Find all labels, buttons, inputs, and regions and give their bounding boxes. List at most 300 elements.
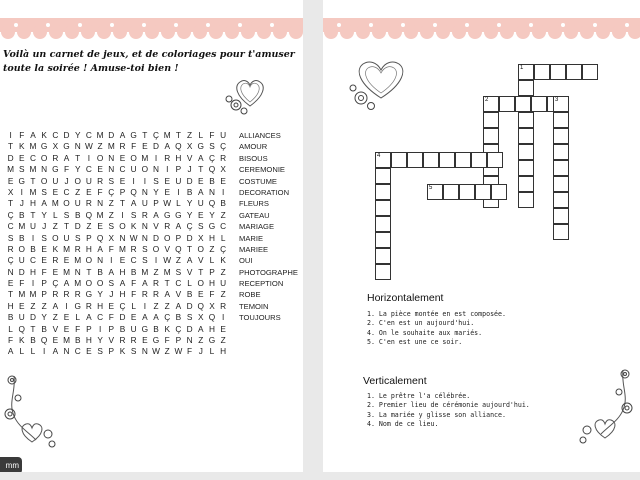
grid-letter: I [166, 164, 169, 175]
grid-row [5, 346, 229, 357]
grid-letter: E [142, 141, 148, 152]
crossword-cell[interactable] [487, 152, 503, 168]
grid-letter: F [19, 278, 25, 289]
grid-letter: S [130, 346, 137, 357]
crossword-cell[interactable] [499, 96, 515, 112]
grid-letter: Ç [7, 255, 14, 266]
grid-letter: C [52, 130, 59, 140]
grid-letter: H [175, 152, 182, 163]
crossword-cell[interactable] [518, 160, 534, 176]
crossword-cell[interactable] [518, 128, 534, 144]
grid-letter: T [30, 323, 36, 334]
grid-letter: D [108, 130, 115, 140]
grid-letter: X [108, 232, 115, 243]
word-search-grid [5, 130, 229, 358]
grid-letter: R [141, 209, 148, 220]
grid-letter: Z [108, 198, 114, 209]
grid-letter: V [198, 255, 204, 266]
grid-letter: I [222, 186, 225, 197]
grid-letter: R [74, 289, 81, 300]
crossword-cell[interactable] [375, 264, 391, 280]
grid-letter: N [186, 335, 193, 346]
grid-letter: Z [209, 243, 215, 254]
grid-letter: E [220, 323, 226, 334]
grid-letter: H [29, 266, 36, 277]
grid-letter: S [142, 255, 148, 266]
lace-border [0, 18, 303, 44]
grid-letter: D [74, 221, 81, 232]
grid-letter: A [164, 289, 170, 300]
grid-letter: E [97, 221, 103, 232]
grid-letter: Z [86, 221, 92, 232]
floral-corner-icon [569, 366, 635, 446]
word-list-item: MARIEE [239, 244, 269, 254]
grid-letter: V [175, 289, 182, 300]
grid-row [5, 267, 229, 278]
grid-letter: E [52, 335, 59, 346]
grid-letter: B [7, 312, 14, 323]
grid-letter: M [18, 289, 26, 300]
crossword-cell[interactable] [375, 200, 391, 216]
grid-letter: M [51, 198, 59, 209]
grid-letter: G [208, 221, 216, 232]
grid-letter: I [222, 312, 225, 323]
grid-letter: F [131, 141, 137, 152]
grid-letter: P [153, 198, 159, 209]
crossword-cell[interactable] [534, 64, 550, 80]
grid-letter: B [220, 198, 226, 209]
grid-letter: R [85, 198, 92, 209]
grid-letter: R [130, 243, 137, 254]
crossword-number: 2 [485, 97, 489, 103]
grid-letter: X [220, 164, 226, 175]
grid-letter: G [163, 209, 171, 220]
grid-letter: N [41, 164, 48, 175]
grid-row [5, 301, 229, 312]
grid-letter: W [163, 198, 172, 209]
grid-letter: F [8, 335, 14, 346]
grid-letter: C [7, 221, 14, 232]
grid-letter: O [197, 278, 205, 289]
grid-letter: B [130, 266, 137, 277]
grid-letter: P [119, 186, 126, 197]
grid-letter: E [52, 266, 59, 277]
grid-letter: Q [208, 164, 216, 175]
grid-letter: Q [175, 141, 182, 152]
crossword-number: 3 [555, 97, 559, 103]
grid-letter: Y [74, 164, 81, 175]
grid-letter: A [52, 300, 59, 311]
grid-letter: S [175, 266, 182, 277]
grid-letter: Z [97, 141, 103, 152]
word-list-item: ROBE [239, 290, 261, 300]
grid-letter: O [85, 255, 93, 266]
zoom-chip[interactable]: mm [0, 457, 22, 472]
grid-row [5, 176, 229, 187]
vertical-clues [367, 392, 530, 429]
grid-letter: Y [97, 289, 103, 300]
grid-letter: U [63, 232, 70, 243]
word-list [239, 130, 298, 324]
grid-letter: D [186, 175, 193, 186]
grid-row [5, 233, 229, 244]
grid-letter: W [174, 346, 183, 357]
grid-letter: N [63, 346, 70, 357]
grid-letter: K [52, 243, 59, 254]
grid-letter: X [209, 300, 215, 311]
crossword-cell[interactable] [375, 184, 391, 200]
grid-letter: B [41, 323, 47, 334]
grid-letter: T [187, 243, 193, 254]
grid-letter: H [208, 232, 215, 243]
grid-letter: I [121, 209, 124, 220]
grid-letter: T [8, 141, 14, 152]
crossword-cell[interactable] [423, 152, 439, 168]
grid-letter: H [29, 198, 36, 209]
grid-letter: T [86, 266, 92, 277]
grid-letter: R [220, 300, 227, 311]
grid-letter: K [130, 221, 137, 232]
grid-letter: L [198, 130, 204, 140]
grid-letter: F [164, 335, 170, 346]
grid-letter: U [18, 312, 25, 323]
grid-letter: C [74, 346, 81, 357]
crossword-cell[interactable] [553, 224, 569, 240]
crossword-cell[interactable] [491, 184, 507, 200]
grid-letter: R [130, 335, 137, 346]
grid-letter: L [220, 232, 226, 243]
grid-letter: K [164, 323, 170, 334]
crossword-cell[interactable] [553, 112, 569, 128]
grid-letter: O [96, 152, 104, 163]
grid-letter: E [41, 255, 47, 266]
vertical-title: Verticalement [363, 375, 427, 387]
grid-letter: Z [52, 221, 58, 232]
grid-letter: A [86, 312, 92, 323]
grid-letter: C [29, 152, 36, 163]
crossword-cell[interactable] [407, 152, 423, 168]
crossword-number: 5 [429, 185, 433, 191]
grid-letter: S [97, 346, 103, 357]
grid-letter: U [130, 164, 137, 175]
crossword-cell[interactable] [553, 144, 569, 160]
grid-row [5, 289, 229, 300]
horizontal-title: Horizontalement [367, 292, 444, 304]
horizontal-clues [367, 310, 506, 347]
crossword-cell[interactable] [553, 160, 569, 176]
grid-letter: P [108, 346, 115, 357]
grid-letter: Z [187, 130, 193, 140]
grid-letter: A [108, 266, 115, 277]
grid-letter: M [141, 266, 149, 277]
grid-letter: T [142, 130, 148, 140]
grid-letter: B [153, 323, 159, 334]
grid-letter: Q [40, 335, 48, 346]
crossword-cell[interactable] [483, 128, 499, 144]
grid-letter: Ç [220, 243, 227, 254]
crossword-cell[interactable] [475, 184, 491, 200]
grid-letter: N [108, 152, 115, 163]
grid-letter: R [153, 278, 160, 289]
grid-letter: U [130, 323, 137, 334]
grid-letter: X [198, 312, 204, 323]
grid-letter: Ç [7, 209, 14, 220]
crossword-cell[interactable] [518, 80, 534, 96]
grid-letter: D [153, 232, 160, 243]
grid-row [5, 153, 229, 164]
grid-letter: I [98, 323, 102, 334]
grid-letter: Z [153, 300, 159, 311]
grid-letter: U [220, 130, 227, 140]
word-list-item: BISOUS [239, 153, 268, 163]
grid-letter: F [41, 266, 47, 277]
grid-letter: P [175, 164, 182, 175]
grid-letter: R [119, 335, 126, 346]
grid-letter: N [97, 255, 104, 266]
grid-letter: T [63, 221, 70, 232]
crossword-cell[interactable] [553, 208, 569, 224]
grid-letter: O [119, 221, 126, 232]
grid-letter: U [74, 198, 81, 209]
grid-letter: X [52, 141, 59, 152]
grid-letter: C [220, 221, 227, 232]
grid-letter: E [63, 323, 70, 334]
crossword-cell[interactable] [375, 248, 391, 264]
word-list-item: MARIE [239, 233, 264, 243]
grid-letter: M [7, 164, 15, 175]
clue-item: 2. C'en est un aujourd'hui. [367, 319, 475, 328]
grid-letter: U [85, 175, 92, 186]
grid-letter: M [63, 243, 70, 254]
grid-letter: G [63, 141, 70, 152]
grid-letter: Z [175, 255, 181, 266]
word-list-item: TEMOIN [239, 301, 269, 311]
grid-letter: I [177, 186, 180, 197]
crossword-cell[interactable] [459, 184, 475, 200]
grid-letter: P [41, 289, 47, 300]
crossword-cell[interactable] [391, 152, 407, 168]
grid-letter: A [164, 141, 170, 152]
lace-border [323, 18, 640, 44]
grid-letter: J [187, 164, 192, 175]
grid-letter: M [18, 221, 26, 232]
grid-letter: S [153, 175, 159, 186]
crossword-cell[interactable] [566, 64, 582, 80]
grid-letter: C [130, 255, 137, 266]
grid-letter: P [209, 266, 215, 277]
grid-letter: N [153, 164, 160, 175]
word-list-item: RECEPTION [239, 279, 284, 289]
crossword-cell[interactable] [518, 176, 534, 192]
grid-letter: T [75, 152, 81, 163]
grid-letter: V [108, 335, 115, 346]
grid-letter: E [142, 335, 148, 346]
grid-letter: S [74, 232, 81, 243]
grid-letter: Ç [153, 130, 160, 140]
grid-letter: A [63, 152, 70, 163]
clue-item: 1. Le prêtre l'a célébrée. [367, 392, 471, 400]
grid-letter: D [186, 300, 193, 311]
crossword-cell[interactable] [515, 96, 531, 112]
grid-letter: H [97, 300, 104, 311]
grid-letter: C [97, 312, 104, 323]
clue-item: 2. Premier lieu de cérémonie aujourd'hui. [367, 401, 530, 410]
grid-letter: D [186, 232, 193, 243]
grid-letter: Ç [108, 186, 115, 197]
grid-letter: Ç [52, 278, 59, 289]
crossword-cell[interactable] [518, 144, 534, 160]
grid-letter: M [63, 266, 70, 277]
grid-letter: I [154, 152, 158, 163]
grid-letter: L [176, 198, 181, 209]
grid-letter: S [130, 209, 137, 220]
crossword-cell[interactable] [518, 192, 534, 208]
grid-letter: I [143, 300, 146, 311]
grid-letter: M [74, 278, 82, 289]
grid-letter: Y [209, 209, 215, 220]
word-list-item: FLEURS [239, 199, 269, 209]
grid-letter: T [119, 198, 125, 209]
grid-letter: J [109, 289, 114, 300]
grid-letter: U [29, 221, 36, 232]
grid-letter: I [87, 152, 91, 163]
grid-letter: E [41, 243, 47, 254]
grid-letter: B [209, 175, 215, 186]
grid-letter: D [18, 266, 25, 277]
grid-letter: M [63, 335, 70, 346]
grid-letter: T [198, 266, 204, 277]
crossword-cell[interactable] [443, 184, 459, 200]
grid-letter: I [143, 175, 146, 186]
grid-letter: B [74, 335, 81, 346]
grid-letter: A [153, 312, 159, 323]
grid-letter: T [30, 175, 36, 186]
word-list-item: AMOUR [239, 142, 268, 152]
crossword-cell[interactable] [518, 112, 534, 128]
intro-text: Voilà un carnet de jeux, et de coloriages pour t'amuser toute la soirée ! Amuse-toi bien ! [3, 49, 295, 74]
grid-letter: B [19, 232, 25, 243]
crossword-cell[interactable] [471, 152, 487, 168]
grid-letter: O [197, 243, 205, 254]
grid-row [5, 210, 229, 221]
grid-letter: E [130, 312, 137, 323]
grid-letter: S [142, 243, 148, 254]
grid-letter: L [209, 346, 215, 357]
grid-letter: N [97, 198, 104, 209]
grid-letter: A [7, 346, 14, 357]
grid-letter: A [198, 152, 204, 163]
crossword-cell[interactable] [582, 64, 598, 80]
grid-letter: C [85, 164, 92, 175]
crossword-cell[interactable] [455, 152, 471, 168]
grid-letter: A [97, 243, 103, 254]
grid-letter: A [142, 312, 148, 323]
grid-letter: D [153, 141, 160, 152]
grid-letter: M [29, 164, 37, 175]
grid-letter: A [198, 323, 204, 334]
grid-row [5, 335, 229, 346]
crossword-cell[interactable] [531, 96, 547, 112]
grid-letter: R [119, 141, 126, 152]
grid-letter: M [96, 209, 104, 220]
crossword-cell[interactable] [553, 192, 569, 208]
grid-letter: S [41, 186, 47, 197]
crossword-cell[interactable] [439, 152, 455, 168]
crossword-cell[interactable] [553, 128, 569, 144]
grid-letter: F [209, 130, 215, 140]
grid-letter: R [164, 221, 171, 232]
grid-letter: B [30, 243, 36, 254]
grid-letter: V [186, 152, 193, 163]
grid-letter: L [75, 312, 81, 323]
grid-letter: B [186, 186, 193, 197]
crossword-cell[interactable] [375, 232, 391, 248]
grid-letter: A [30, 130, 36, 140]
grid-letter: J [19, 198, 24, 209]
clue-item: 4. On le souhaite aux mariés. [367, 328, 483, 337]
grid-letter: S [108, 175, 115, 186]
grid-letter: Q [96, 232, 104, 243]
grid-letter: R [220, 152, 227, 163]
grid-letter: X [198, 232, 204, 243]
grid-letter: F [97, 186, 103, 197]
grid-letter: Q [208, 312, 216, 323]
grid-letter: Z [164, 300, 170, 311]
grid-letter: F [108, 312, 114, 323]
grid-letter: N [141, 186, 148, 197]
grid-letter: B [30, 335, 36, 346]
grid-row [5, 198, 229, 209]
clue-item: 5. C'en est une ce soir. [367, 337, 463, 346]
crossword-cell[interactable] [483, 112, 499, 128]
grid-letter: D [119, 312, 126, 323]
crossword-cell[interactable] [375, 216, 391, 232]
grid-letter: Q [175, 243, 182, 254]
grid-letter: H [220, 346, 227, 357]
grid-row [5, 187, 229, 198]
grid-letter: A [198, 186, 204, 197]
grid-letter: Z [220, 289, 226, 300]
grid-letter: N [208, 186, 215, 197]
grid-letter: Y [41, 312, 47, 323]
grid-letter: W [152, 346, 160, 357]
grid-letter: G [74, 300, 81, 311]
crossword-cell[interactable] [550, 64, 566, 80]
grid-letter: E [19, 300, 25, 311]
grid-letter: I [31, 278, 35, 289]
grid-letter: C [29, 255, 36, 266]
grid-letter: I [65, 300, 68, 311]
grid-letter: E [86, 186, 92, 197]
grid-letter: I [43, 346, 46, 357]
grid-letter: S [186, 312, 193, 323]
grid-letter: F [108, 243, 114, 254]
grid-letter: D [29, 312, 36, 323]
grid-letter: T [30, 209, 36, 220]
grid-letter: P [41, 278, 47, 289]
crossword-cell[interactable] [375, 168, 391, 184]
grid-letter: A [175, 221, 182, 232]
grid-letter: A [119, 278, 126, 289]
grid-letter: G [85, 289, 93, 300]
grid-letter: O [40, 152, 48, 163]
grid-letter: C [119, 164, 126, 175]
grid-letter: Q [197, 300, 205, 311]
crossword-cell[interactable] [553, 176, 569, 192]
grid-letter: I [154, 255, 158, 266]
grid-letter: N [74, 266, 81, 277]
grid-letter: R [153, 289, 160, 300]
